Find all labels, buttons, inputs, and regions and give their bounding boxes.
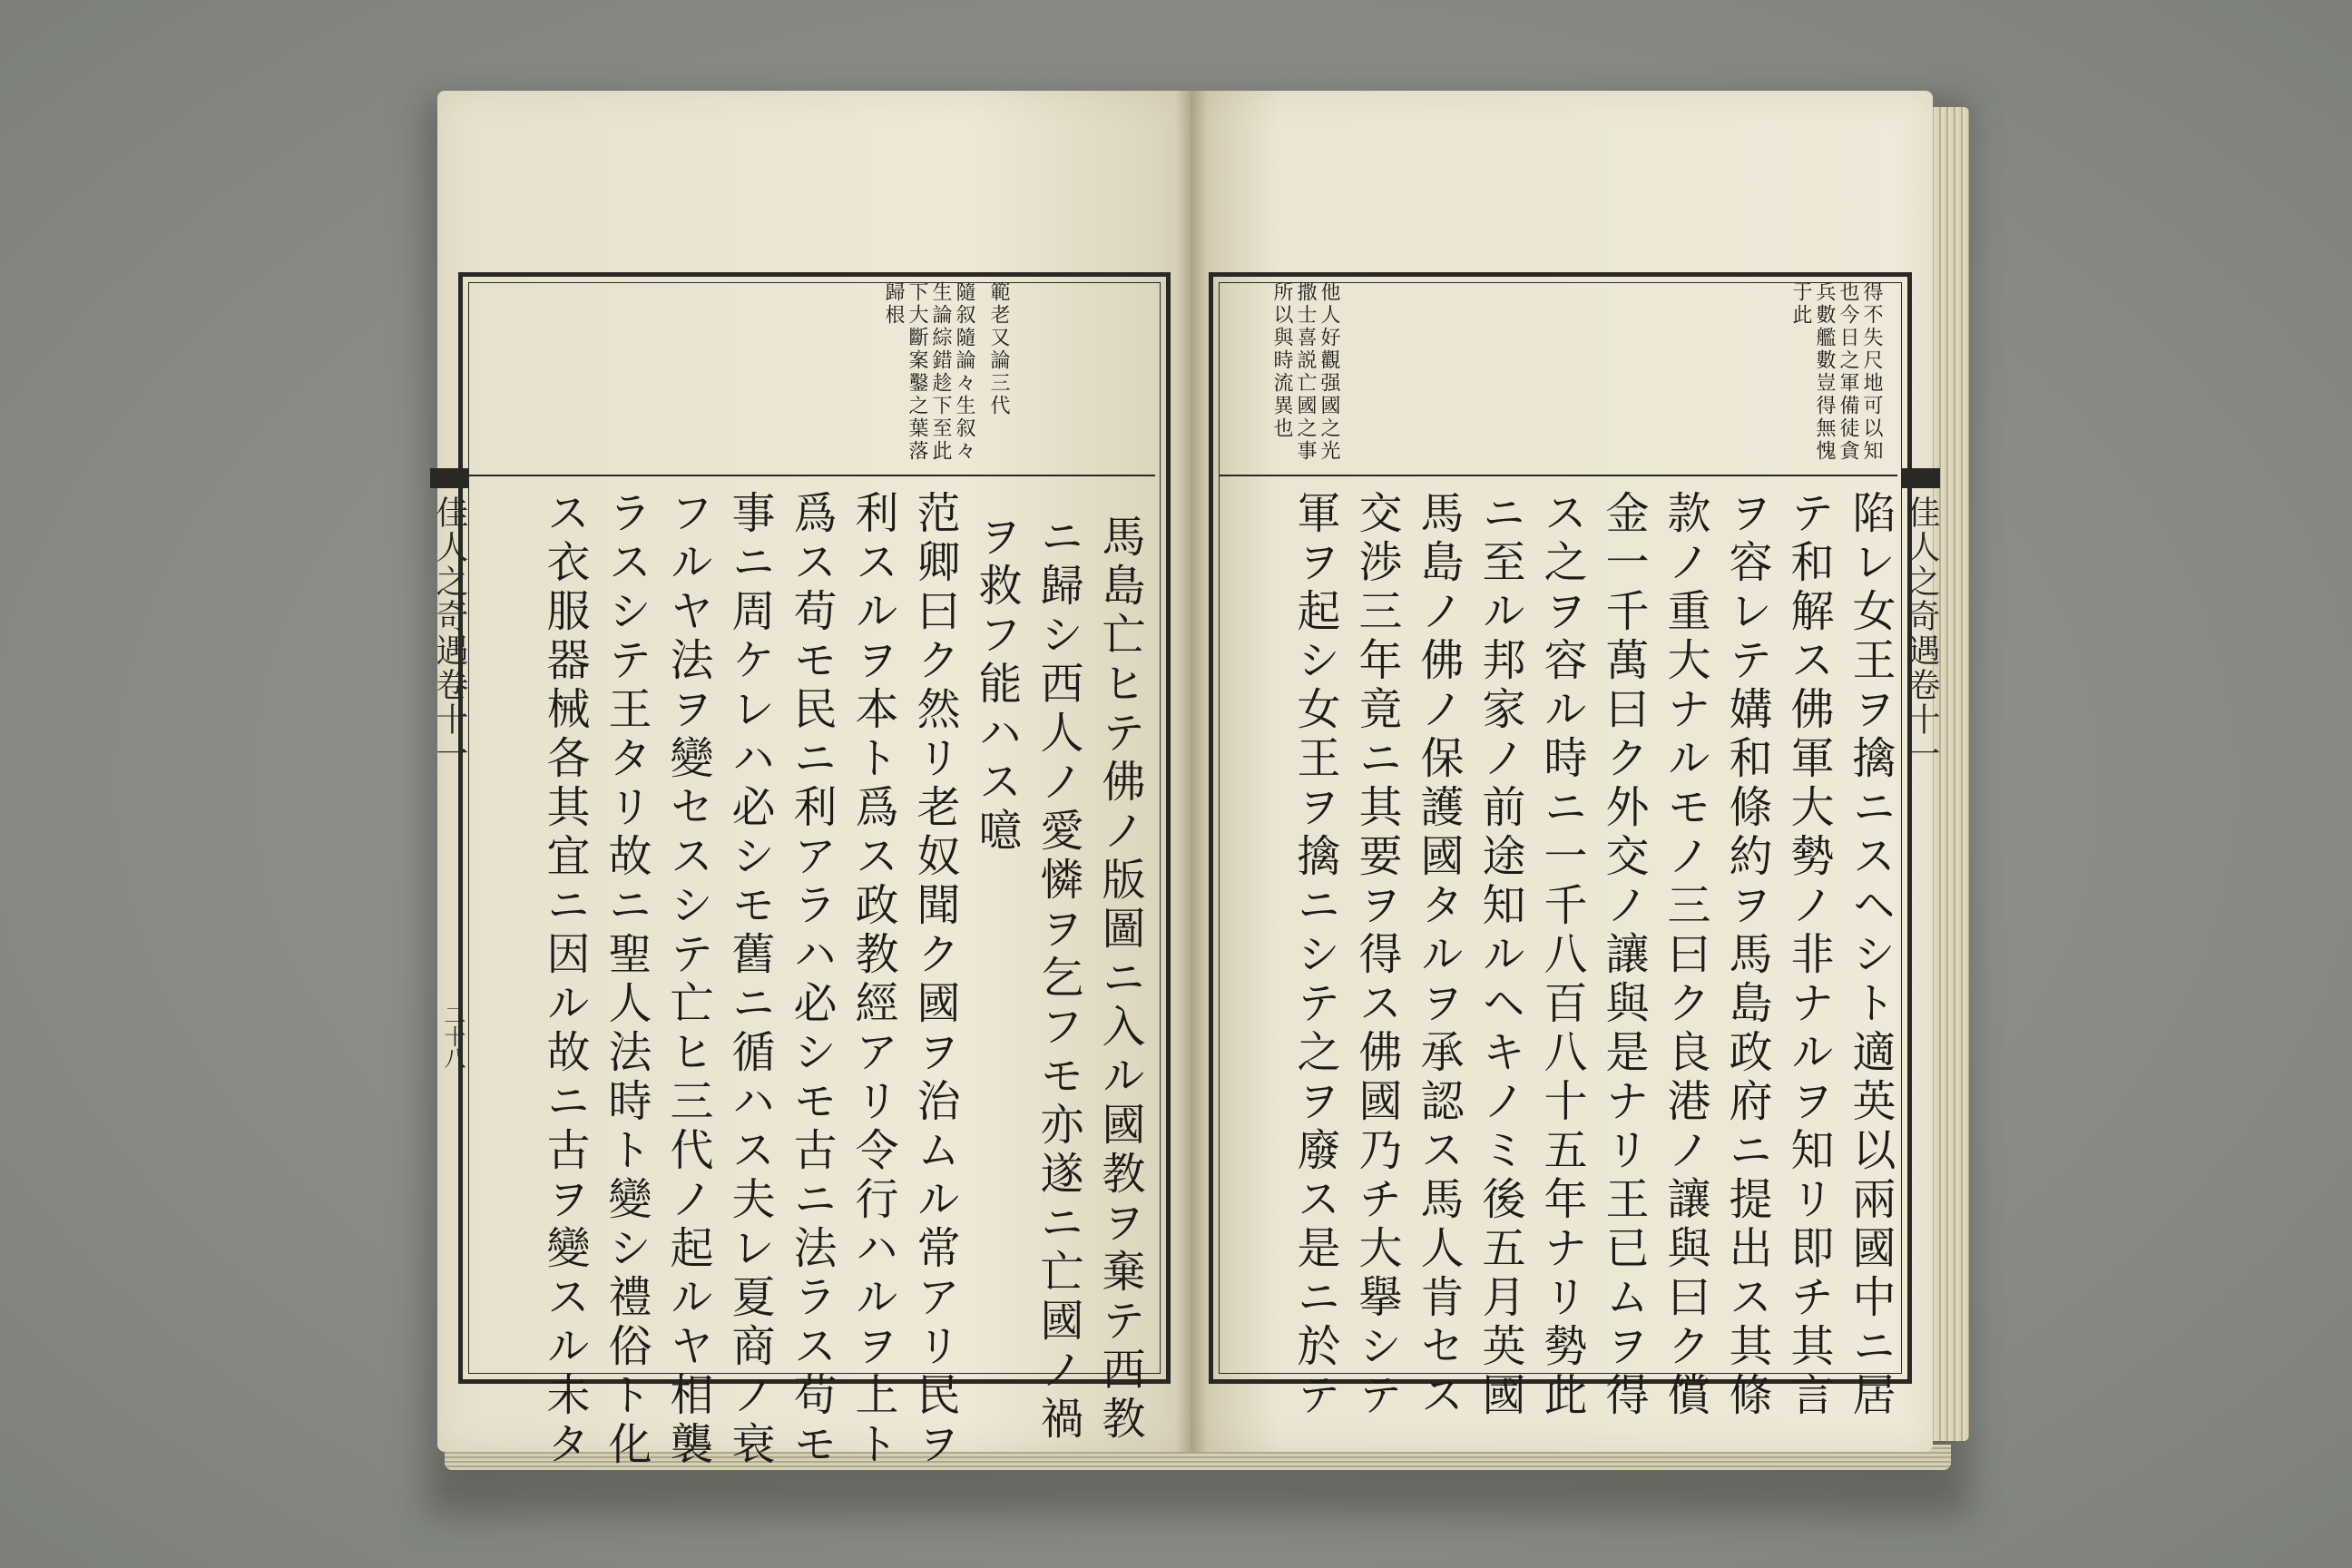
right-body-column: ヲ容レテ媾和條約ヲ馬島政府ニ提出ス其條 [1721,490,1772,1421]
right-body-column: 交渉三年竟ニ其要ヲ得ス佛國乃チ大擧シテ [1351,490,1402,1421]
left-headnote-rule [468,475,1155,476]
left-body-column: 馬島亡ヒテ佛ノ版圖ニ入ル國教ヲ棄テ西教 [1094,514,1145,1445]
right-body-column: ニ至ル邦家ノ前途知ルヘキノミ後五月英國 [1475,490,1525,1421]
left-headnote: 範老又論三代 [987,281,1010,417]
right-headnote-rule [1219,475,1897,476]
right-body-column: 金一千萬曰ク外交ノ讓與是ナリ王已ムヲ得 [1598,490,1649,1421]
right-body-column: 款ノ重大ナルモノ三曰ク良港ノ讓與曰ク償 [1660,490,1710,1421]
book-gutter [1176,91,1207,1452]
left-body-column: ス衣服器械各其宜ニ因ル故ニ古ヲ變スル未タ [539,490,590,1470]
right-headnote: 撒士喜説亡國之事 [1294,281,1317,463]
left-body-column: 爲ス苟モ民ニ利アラハ必シモ古ニ法ラス苟モ [786,490,837,1470]
left-body-column: ヲ救フ能ハス噫 [971,514,1022,857]
right-headnote: 也今日之軍備徒貪 [1837,281,1859,463]
left-headnote: 隨叙隨論々生叙々 [953,281,975,463]
right-body-column: 馬島ノ佛ノ保護國タルヲ承認ス馬人肯セス [1413,490,1464,1421]
left-headnote: 生論綜錯趁下至此 [929,281,952,463]
right-headnote: 于此 [1789,281,1812,327]
left-headnote: 歸根 [882,281,905,327]
right-body-column: テ和解ス佛軍大勢ノ非ナルヲ知リ即チ其言 [1783,490,1834,1421]
left-body-column: ラスシテ王タリ故ニ聖人法時ト變シ禮俗ト化 [601,490,652,1470]
left-body-column: フルヤ法ヲ變セスシテ亡ヒ三代ノ起ルヤ相襲 [662,490,713,1470]
left-body-column: ニ歸シ西人ノ愛憐ヲ乞フモ亦遂ニ亡國ノ禍 [1033,514,1083,1445]
left-body-column: 范卿曰ク然リ老奴聞ク國ヲ治ムル常アリ民ヲ [909,490,960,1470]
fishtail-mark [430,468,468,488]
right-headnote: 得不失尺地可以知 [1860,281,1883,463]
left-centre-column [430,459,468,1376]
right-body-column: ス之ヲ容ル時ニ一千八百八十五年ナリ勢此 [1536,490,1587,1421]
right-headnote: 兵數艦數豈得無愧 [1813,281,1836,463]
right-body-column: 軍ヲ起シ女王ヲ擒ニシテ之ヲ廢ス是ニ於テ [1289,490,1340,1421]
fishtail-mark [1902,468,1940,488]
right-body-column: 陷レ女王ヲ擒ニスヘシト適英以兩國中ニ居 [1845,490,1896,1421]
left-running-head: 佳人之奇遇卷十一 [431,495,468,771]
left-body-column: 事ニ周ケレハ必シモ舊ニ循ハス夫レ夏商ノ衰 [724,490,775,1470]
left-headnote: 下大斷案鑿之葉落 [906,281,928,463]
left-body-column: 利スルヲ本ト爲ス政教經アリ令行ハルヲ上ト [848,490,898,1470]
left-page-number: 二十八 [440,1004,466,1069]
right-running-head: 佳人之奇遇卷十一 [1903,495,1940,771]
right-headnote: 他人好觀强國之光 [1318,281,1340,463]
right-headnote: 所以與時流異也 [1270,281,1293,440]
right-centre-column [1902,459,1940,1376]
